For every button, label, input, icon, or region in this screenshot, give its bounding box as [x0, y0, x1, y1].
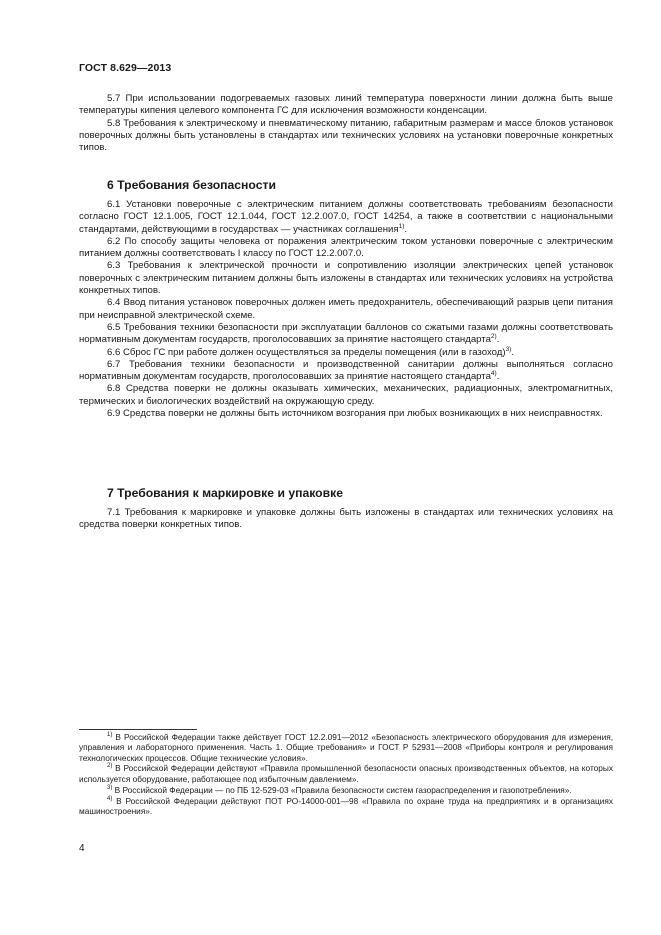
footnote-3: $^{3)}$ В Российской Федерации — по ПБ 12-529-03 «Правила безопасности систем газораспределения и газопотребления». [107, 784, 572, 795]
paragraph-6-7: 6.7 Требования техники безопасности и производственной санитарии должны выполняться согласно нормативным документам государств, проголосовавших за принятие настоящего стандарта$^{4)}$. [79, 358, 613, 383]
section-6-heading: 6 Требования безопасности [107, 178, 276, 192]
section-6-body [79, 199, 613, 420]
footnote-4: $^{4)}$ В Российской Федерации действуют ПОТ РО-14000-001—98 «Правила по охране труда на предприятиях и в организациях машиностроения». [79, 795, 613, 816]
paragraph-5-8: 5.8 Требования к электрическому и пневматическому питанию, габаритным размерам и массе блоков установок поверочных должны быть установлены в стандартах или технических условиях на установки поверочные конкретных типов. [79, 117, 613, 154]
document-id-header: ГОСТ 8.629—2013 [79, 62, 172, 74]
paragraph-6-6: 6.6 Сброс ГС при работе должен осуществляться за пределы помещения (или в газоход)$^{3)}$. [107, 345, 515, 358]
footnote-separator [79, 729, 197, 730]
footnote-ref-3[interactable]: 3) [505, 345, 512, 353]
paragraph-7-1: 7.1 Требования к маркировке и упаковке должны быть изложены в стандартах или технических условиях на средства поверки конкретных типов. [79, 507, 613, 531]
section-7-heading: 7 Требования к маркировке и упаковке [107, 486, 343, 500]
footnote-1: $^{1)}$ В Российской Федерации также действует ГОСТ 12.2.091—2012 «Безопасность электрического оборудования для измерения, управления и лабораторного применения. Часть 1. Общие требования» и ГОСТ Р 52931—2008 «Приборы контроля и регулирования технологических процессов. Общие технические условия». [79, 732, 613, 763]
page-number: 4 [79, 843, 85, 854]
section-7-body [79, 507, 613, 532]
paragraph-6-9: 6.9 Средства поверки не должны быть источником возгорания при любых возникающих в них неисправностях. [107, 408, 603, 420]
footnote-ref-1[interactable]: 1) [398, 222, 405, 230]
footnotes-block [79, 732, 613, 817]
section-5-continuation [79, 93, 613, 154]
footnote-ref-4[interactable]: 4) [490, 369, 497, 377]
paragraph-6-5: 6.5 Требования техники безопасности при эксплуатации баллонов со сжатыми газами должны соответствовать нормативным документам государств, проголосовавших за принятие настоящего стандарта$^{2)}$. [79, 321, 613, 346]
paragraph-6-8: 6.8 Средства поверки не должны оказывать химических, механических, радиационных, электромагнитных, термических и биологических воздействий на окружающую среду. [79, 383, 613, 407]
paragraph-6-3: 6.3 Требования к электрической прочности и сопротивлению изоляции электрических цепей установок поверочных с электрическим питанием должны быть изложены в стандартах или технических условиях на устройства конкретных типов. [79, 260, 613, 297]
paragraph-6-4: 6.4 Ввод питания установок поверочных должен иметь предохранитель, обеспечивающий разрыв цепи питания при неисправной электрической схеме. [79, 297, 613, 321]
paragraph-5-7: 5.7 При использовании подогреваемых газовых линий температура поверхности линии должна быть выше температуры кипения целевого компонента ГС для исключения возможности конденсации. [79, 93, 613, 117]
paragraph-6-1: 6.1 Установки поверочные с электрическим питанием должны соответствовать требованиям безопасности согласно ГОСТ 12.1.005, ГОСТ 12.1.044, ГОСТ 12.2.007.0, ГОСТ 14254, а также в соответствии с национальными стандартами, действующими в государствах — участниках соглашения$^{1)}$. [79, 199, 613, 235]
paragraph-6-2: 6.2 По способу защиты человека от поражения электрическим током установки поверочные с электрическим питанием должны соответствовать I классу по ГОСТ 12.2.007.0. [79, 235, 613, 260]
footnote-ref-2[interactable]: 2) [490, 333, 497, 341]
footnote-2: $^{2)}$ В Российской Федерации действуют «Правила промышленной безопасности опасных производственных объектов, на которых используется оборудование, работающее под избыточным давлением». [79, 763, 613, 784]
